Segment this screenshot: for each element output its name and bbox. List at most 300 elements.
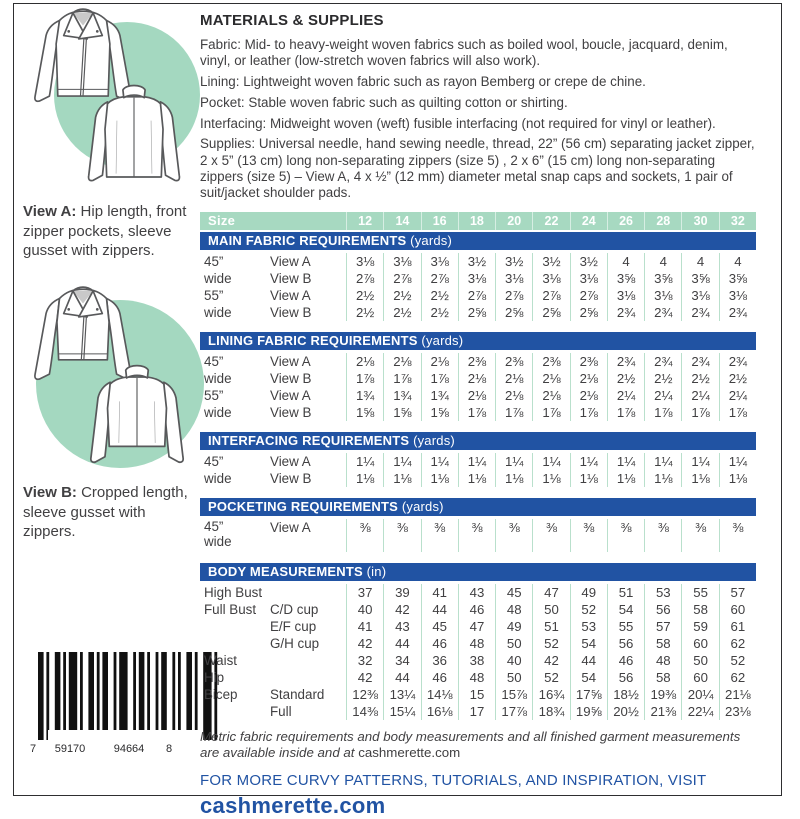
row-sublabel: View A [270, 253, 311, 269]
row-sublabel [256, 584, 346, 601]
table-cell: 3⅛ [458, 270, 495, 287]
table-cell: 19⅝ [570, 703, 607, 720]
table-cell: 1⅞ [458, 404, 495, 421]
table-unit: (yards) [417, 332, 464, 348]
materials-item: Lining: Lightweight woven fabric such as rayon Bemberg or crepe de chine. [200, 74, 646, 90]
table-cell: 61 [719, 618, 756, 635]
materials-item-label: Fabric: [200, 37, 241, 52]
table-row [200, 519, 756, 552]
table-cell: 2½ [346, 287, 383, 304]
barcode-bar [102, 652, 108, 730]
table-row [200, 270, 756, 287]
table-cell: 15⅞ [495, 686, 532, 703]
table-cell: 2⅛ [495, 387, 532, 404]
table-cell: 1¼ [383, 453, 420, 470]
table-cell: 3⅛ [570, 270, 607, 287]
barcode-bar [69, 652, 77, 730]
row-sublabel [256, 669, 346, 686]
table-cell: 3⅛ [607, 287, 644, 304]
size-column-header: 20 [495, 212, 532, 230]
barcode-bar [63, 652, 66, 730]
table-cell: 18½ [607, 686, 644, 703]
table-cell: 2½ [346, 304, 383, 321]
table-cell: 62 [719, 635, 756, 652]
row-label-line: 45” [204, 253, 224, 269]
barcode-bar [161, 652, 167, 730]
row-label [200, 618, 256, 635]
table-cell: 3⅛ [346, 253, 383, 270]
requirements-tables [200, 232, 756, 720]
row-label [200, 387, 256, 404]
row-label-line: wide [204, 404, 232, 420]
table-cell: 4 [681, 253, 718, 270]
table-cell: 3⅛ [644, 287, 681, 304]
table-cell: 46 [421, 635, 458, 652]
view-a-caption: View A: Hip length, front zipper pockets, sleeve gusset with zippers. [23, 203, 187, 259]
table-cell: 1⅛ [644, 470, 681, 487]
row-label-line: 55” [204, 387, 224, 403]
table-cell: 2¾ [607, 353, 644, 370]
row-sublabel: View A [270, 453, 311, 469]
table-cell: 2½ [719, 370, 756, 387]
table-cell: 1¾ [346, 387, 383, 404]
visit-line: FOR MORE CURVY PATTERNS, TUTORIALS, AND INSPIRATION, VISIT [200, 771, 707, 789]
barcode-bar [147, 652, 150, 730]
table-cell: 50 [681, 652, 718, 669]
requirements-table [200, 563, 756, 720]
table-cell: 19⅜ [644, 686, 681, 703]
materials-item: Pocket: Stable woven fabric such as quilting cotton or shirting. [200, 94, 568, 110]
table-cell: 43 [458, 584, 495, 601]
materials-list [200, 37, 756, 202]
barcode-digit-window [48, 730, 92, 744]
table-cell: 2⅝ [532, 304, 569, 321]
barcode-bar [139, 652, 145, 740]
table-cell: 2⅞ [346, 270, 383, 287]
table-section-header [200, 332, 756, 350]
table-cell: 3½ [570, 253, 607, 270]
table-cell: 43 [383, 618, 420, 635]
table-cell: 40 [495, 652, 532, 669]
table-cell: 44 [570, 652, 607, 669]
table-cell: 1⅝ [421, 404, 458, 421]
table-cell: 3⅝ [681, 270, 718, 287]
row-sublabel [256, 652, 346, 669]
size-column-header: 28 [644, 212, 681, 230]
table-cell: ⅜ [346, 519, 383, 552]
row-label [200, 270, 256, 287]
table-cell: 37 [346, 584, 383, 601]
size-column-header: 32 [719, 212, 756, 230]
barcode-bar [119, 652, 127, 730]
table-cell: 2⅜ [495, 353, 532, 370]
table-cell: 15 [458, 686, 495, 703]
table-cell: 3½ [532, 253, 569, 270]
table-cell: 1⅞ [644, 404, 681, 421]
table-cell: 2¾ [681, 353, 718, 370]
table-cell: 1¼ [532, 453, 569, 470]
table-cell: 14⅜ [346, 703, 383, 720]
view-a-label: View A: [23, 203, 77, 220]
table-cell: 2¾ [644, 353, 681, 370]
table-cell: 32 [346, 652, 383, 669]
barcode-digit-group1: 59170 [54, 743, 86, 755]
table-cell: 17⅝ [570, 686, 607, 703]
table-rows [200, 253, 756, 321]
table-cell: 52 [532, 669, 569, 686]
row-label [200, 703, 256, 720]
table-unit: (yards) [406, 232, 453, 248]
table-cell: 2⅝ [570, 304, 607, 321]
table-cell: 1⅞ [421, 370, 458, 387]
table-cell: 2⅞ [421, 270, 458, 287]
metric-note: Metric fabric requirements and body measurements and all finished garment measurements are available inside and at cashmerette.com [200, 728, 741, 761]
table-cell: 3½ [458, 253, 495, 270]
table-cell: 48 [495, 601, 532, 618]
row-sublabel: View B [270, 404, 312, 420]
row-label [200, 519, 256, 552]
table-cell: 1⅛ [570, 470, 607, 487]
row-label-line: Full Bust [204, 601, 257, 617]
row-label-line: 45” [204, 518, 224, 534]
size-header-label: Size [208, 213, 236, 229]
table-cell: 46 [421, 669, 458, 686]
table-cell: 2⅛ [532, 387, 569, 404]
barcode-bar [88, 652, 94, 730]
table-cell: ⅜ [458, 519, 495, 552]
barcode-bar [55, 652, 61, 730]
row-label [200, 453, 256, 470]
table-cell: 42 [346, 669, 383, 686]
table-row [200, 652, 756, 669]
table-cell: 1¼ [346, 453, 383, 470]
table-cell: 2⅛ [532, 370, 569, 387]
table-cell: 1⅛ [458, 470, 495, 487]
table-cell: 1⅛ [532, 470, 569, 487]
table-cell: 58 [644, 635, 681, 652]
table-cell: 40 [346, 601, 383, 618]
row-label [200, 601, 256, 618]
table-cell: 2⅝ [458, 304, 495, 321]
table-cell: 46 [458, 601, 495, 618]
table-cell: 3⅛ [421, 253, 458, 270]
size-column-header: 22 [532, 212, 569, 230]
table-cell: 1⅞ [719, 404, 756, 421]
row-sublabel: View B [270, 270, 312, 286]
table-cell: 2⅜ [532, 353, 569, 370]
table-cell: 3⅛ [719, 287, 756, 304]
row-label-line: Hip [204, 669, 225, 685]
table-cell: 2½ [383, 287, 420, 304]
table-cell: 22¼ [681, 703, 718, 720]
table-cell: 51 [607, 584, 644, 601]
table-cell: 1⅞ [383, 370, 420, 387]
table-cell: 53 [570, 618, 607, 635]
table-cell: 2⅞ [570, 287, 607, 304]
table-cell: 57 [719, 584, 756, 601]
table-cell: 1⅛ [421, 470, 458, 487]
table-cell: 1¾ [421, 387, 458, 404]
table-cell: 1⅛ [607, 470, 644, 487]
barcode-bar [114, 652, 117, 730]
table-cell: 2⅛ [458, 387, 495, 404]
size-column-header: 16 [421, 212, 458, 230]
table-cell: 1⅞ [346, 370, 383, 387]
table-cell: 1⅛ [346, 470, 383, 487]
table-cell: 21⅛ [719, 686, 756, 703]
table-cell: 60 [719, 601, 756, 618]
table-cell: 18¾ [532, 703, 569, 720]
size-header-row [200, 212, 756, 230]
table-cell: 2¼ [681, 387, 718, 404]
barcode-bar [186, 652, 192, 730]
size-column-header: 14 [383, 212, 420, 230]
table-cell: 3⅝ [607, 270, 644, 287]
barcode-bar [80, 652, 83, 730]
row-label [200, 370, 256, 387]
table-title: MAIN FABRIC REQUIREMENTS [208, 232, 407, 248]
row-label [200, 669, 256, 686]
row-label [200, 686, 256, 703]
table-cell: 2½ [644, 370, 681, 387]
table-cell: ⅜ [570, 519, 607, 552]
table-cell: 1¼ [570, 453, 607, 470]
row-sublabel: View A [270, 519, 311, 535]
table-cell: 1⅛ [681, 470, 718, 487]
table-cell: 15¼ [383, 703, 420, 720]
row-label-line: 45” [204, 353, 224, 369]
row-label-line: wide [204, 470, 232, 486]
table-row [200, 601, 756, 618]
table-cell: ⅜ [532, 519, 569, 552]
view-b-label: View B: [23, 484, 77, 501]
table-cell: 41 [421, 584, 458, 601]
table-cell: 2⅞ [458, 287, 495, 304]
table-cell: 60 [681, 669, 718, 686]
table-cell: ⅜ [495, 519, 532, 552]
barcode-digit-group2: 94664 [113, 743, 145, 755]
table-cell: 1¼ [421, 453, 458, 470]
barcode [28, 648, 178, 763]
barcode-bar [46, 652, 49, 740]
table-cell: 52 [719, 652, 756, 669]
table-cell: 1¼ [607, 453, 644, 470]
table-cell: 1⅝ [346, 404, 383, 421]
row-label [200, 287, 256, 304]
barcode-digit-window [107, 730, 151, 744]
size-column-header: 12 [346, 212, 383, 230]
table-unit: (in) [362, 563, 387, 579]
table-cell: 2⅞ [383, 270, 420, 287]
table-cell: 2¾ [681, 304, 718, 321]
barcode-bar [156, 652, 159, 730]
row-sublabel: G/H cup [270, 635, 320, 651]
materials-item-label: Pocket: [200, 94, 245, 110]
table-cell: 1¾ [383, 387, 420, 404]
table-cell: 16⅛ [421, 703, 458, 720]
table-cell: 2⅝ [495, 304, 532, 321]
table-cell: 3⅛ [681, 287, 718, 304]
table-cell: 1⅛ [383, 470, 420, 487]
table-cell: 2¾ [719, 304, 756, 321]
table-cell: 39 [383, 584, 420, 601]
table-title: POCKETING REQUIREMENTS [208, 498, 399, 514]
table-cell: 58 [681, 601, 718, 618]
table-cell: 2⅜ [570, 353, 607, 370]
table-cell: 50 [495, 635, 532, 652]
table-cell: 1⅛ [719, 470, 756, 487]
barcode-digit-right: 8 [166, 743, 173, 755]
table-cell: 2½ [383, 304, 420, 321]
inline-website-url[interactable]: cashmerette.com [358, 745, 461, 761]
table-cell: 50 [495, 669, 532, 686]
table-cell: 4 [719, 253, 756, 270]
table-cell: 2¾ [607, 304, 644, 321]
table-cell: 54 [607, 601, 644, 618]
table-title: INTERFACING REQUIREMENTS [208, 432, 410, 448]
table-cell: 20¼ [681, 686, 718, 703]
size-column-header: 26 [607, 212, 644, 230]
table-cell: 44 [383, 669, 420, 686]
right-column [200, 12, 756, 819]
requirements-table [200, 498, 756, 552]
row-label [200, 404, 256, 421]
table-section-header [200, 432, 756, 450]
table-row [200, 387, 756, 404]
website-url[interactable]: cashmerette.com [200, 792, 386, 818]
table-row [200, 686, 756, 703]
table-cell: 48 [644, 652, 681, 669]
table-row [200, 353, 756, 370]
table-cell: 1⅞ [681, 404, 718, 421]
table-row [200, 453, 756, 470]
barcode-bar [172, 652, 175, 730]
table-cell: 47 [458, 618, 495, 635]
table-title: LINING FABRIC REQUIREMENTS [208, 332, 418, 348]
table-cell: 2⅞ [495, 287, 532, 304]
barcode-bar [133, 652, 136, 740]
row-label [200, 253, 256, 270]
row-label-line: Bicep [204, 686, 238, 702]
table-cell: 4 [607, 253, 644, 270]
table-cell: 2¼ [644, 387, 681, 404]
jacket-back-hip-length-drawing [70, 78, 198, 206]
table-cell: 14⅛ [421, 686, 458, 703]
row-label [200, 652, 256, 669]
table-unit: (yards) [409, 432, 455, 448]
table-cell: 2½ [681, 370, 718, 387]
table-rows [200, 353, 756, 421]
table-section-header [200, 498, 756, 516]
table-cell: 2¼ [607, 387, 644, 404]
row-label-line: 45” [204, 453, 224, 469]
row-sublabel: View A [270, 287, 311, 303]
table-cell: 42 [383, 601, 420, 618]
row-sublabel: View B [270, 370, 312, 386]
barcode-bar [195, 652, 198, 730]
table-row [200, 253, 756, 270]
table-cell: 3⅛ [532, 270, 569, 287]
table-cell: 58 [644, 669, 681, 686]
table-cell: 55 [607, 618, 644, 635]
materials-item: Fabric: Mid- to heavy-weight woven fabrics such as boiled wool, boucle, jacquard, denim, vinyl, or leather (low-stretch woven fabrics will also work). [200, 37, 728, 69]
table-cell: 17⅞ [495, 703, 532, 720]
row-label-line: wide [204, 304, 232, 320]
requirements-table [200, 432, 756, 487]
row-label [200, 584, 263, 601]
table-cell: 34 [383, 652, 420, 669]
table-cell: 42 [532, 652, 569, 669]
materials-title: MATERIALS & SUPPLIES [200, 12, 384, 29]
table-cell: 57 [644, 618, 681, 635]
table-cell: ⅜ [421, 519, 458, 552]
table-cell: 3⅝ [719, 270, 756, 287]
table-cell: ⅜ [681, 519, 718, 552]
table-row [200, 404, 756, 421]
table-cell: 52 [532, 635, 569, 652]
table-row [200, 370, 756, 387]
table-rows [200, 519, 756, 552]
row-label-line: Waist [204, 652, 237, 668]
table-cell: ⅜ [644, 519, 681, 552]
row-sublabel: View A [270, 353, 311, 369]
table-cell: 49 [495, 618, 532, 635]
table-cell: 38 [458, 652, 495, 669]
table-cell: 2⅜ [458, 353, 495, 370]
table-cell: 23⅛ [719, 703, 756, 720]
table-cell: 2¾ [719, 353, 756, 370]
table-cell: 48 [458, 635, 495, 652]
table-section-header [200, 232, 756, 250]
table-cell: 60 [681, 635, 718, 652]
table-rows [200, 584, 756, 720]
row-sublabel: Full [270, 703, 292, 719]
table-cell: 56 [607, 635, 644, 652]
barcode-bar [97, 652, 100, 730]
table-cell: 59 [681, 618, 718, 635]
table-cell: 54 [570, 669, 607, 686]
table-cell: 56 [644, 601, 681, 618]
table-row [200, 635, 756, 652]
table-cell: 13¼ [383, 686, 420, 703]
table-row [200, 470, 756, 487]
table-cell: 1⅛ [495, 470, 532, 487]
table-cell: 48 [458, 669, 495, 686]
row-label-line: High Bust [204, 584, 263, 600]
table-row [200, 584, 756, 601]
table-cell: 52 [570, 601, 607, 618]
materials-item-label: Supplies: [200, 136, 256, 152]
barcode-digit-left: 7 [30, 743, 37, 755]
table-cell: 53 [644, 584, 681, 601]
row-label-line: wide [204, 270, 232, 286]
row-sublabel: E/F cup [270, 618, 317, 634]
table-row [200, 618, 756, 635]
table-cell: 62 [719, 669, 756, 686]
table-section-header [200, 563, 756, 581]
left-column [14, 0, 200, 800]
table-unit: (yards) [398, 498, 444, 514]
table-cell: 45 [421, 618, 458, 635]
table-cell: 50 [532, 601, 569, 618]
view-a-illustration [14, 2, 198, 198]
row-label [200, 353, 256, 370]
table-cell: 1⅞ [570, 404, 607, 421]
requirements-table [200, 232, 756, 321]
row-sublabel: View B [270, 470, 312, 486]
table-cell: 3⅛ [495, 270, 532, 287]
view-b-illustration [14, 278, 198, 480]
